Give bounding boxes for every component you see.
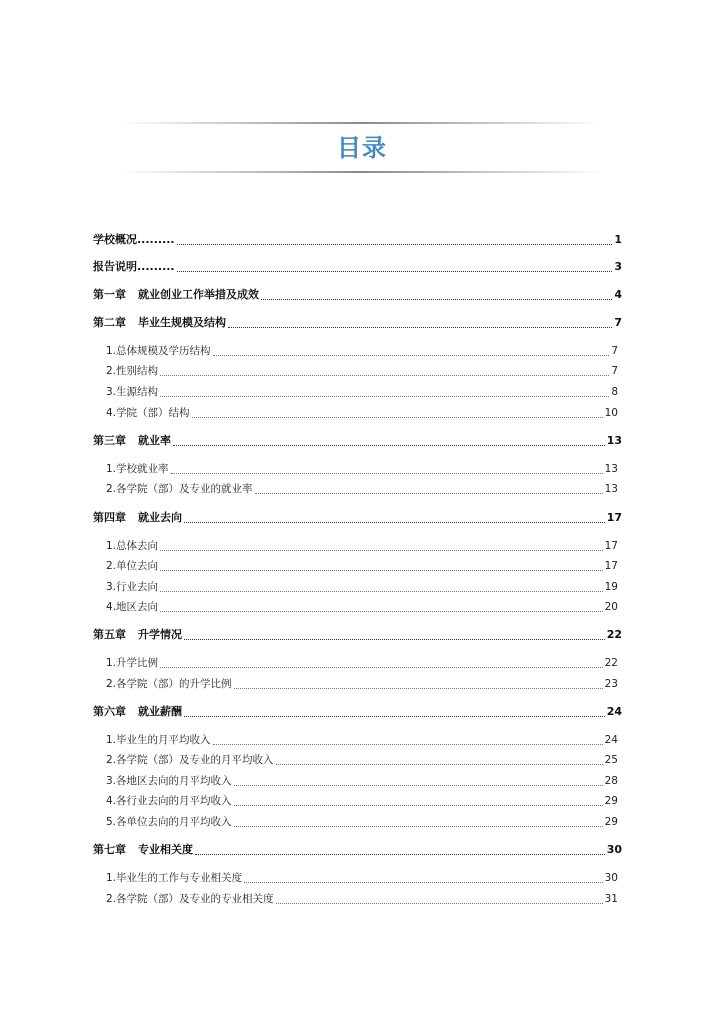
toc-section-entry[interactable] [106, 599, 618, 615]
toc-section-entry[interactable] [106, 655, 618, 671]
toc-section-entry[interactable] [106, 579, 618, 595]
toc-chapter-number: 第四章 [93, 511, 126, 524]
toc-entry-title: 4.地区去向 [106, 601, 159, 613]
toc-page-number: 1 [614, 233, 622, 246]
toc-page-number: 30 [604, 872, 618, 884]
toc-dot-leader [195, 853, 605, 855]
toc-page-number: 17 [606, 511, 622, 524]
toc-chapter-entry[interactable] [93, 842, 622, 858]
toc-section-entry[interactable] [106, 461, 618, 477]
toc-chapter-number: 第五章 [93, 628, 126, 641]
toc-page-number: 4 [614, 288, 622, 301]
toc-page-number: 24 [604, 734, 618, 746]
toc-chapter-entry[interactable] [93, 510, 622, 526]
toc-page-number: 7 [614, 316, 622, 329]
toc-page-number: 25 [604, 754, 618, 766]
toc-entry-title: 3.行业去向 [106, 581, 159, 593]
toc-entry-title: 1.毕业生的月平均收入 [106, 734, 211, 746]
toc-chapter-entry[interactable] [93, 315, 622, 331]
toc-section-entry[interactable] [106, 793, 618, 809]
toc-dot-leader [160, 610, 603, 612]
toc-chapter-number: 第七章 [93, 843, 126, 856]
toc-entry-title: 3.生源结构 [106, 386, 159, 398]
toc-entry-title: 2.各学院（部）及专业的月平均收入 [106, 754, 274, 766]
toc-entry-title: 1.毕业生的工作与专业相关度 [106, 872, 243, 884]
toc-chapter-entry[interactable] [93, 287, 622, 303]
toc-chapter-number: 第六章 [93, 705, 126, 718]
toc-entry-title: 就业率 [138, 434, 171, 447]
toc-page-number: 29 [604, 816, 618, 828]
toc-dot-leader [160, 395, 609, 397]
toc-page-number: 24 [606, 705, 622, 718]
toc-page-number: 7 [611, 345, 618, 357]
toc-dot-leader [213, 743, 603, 745]
toc-page-number: 10 [604, 407, 618, 419]
toc-entry-title: 2.各学院（部）及专业的就业率 [106, 483, 253, 495]
toc-dot-leader [255, 492, 603, 494]
toc-dot-leader [173, 444, 605, 446]
page-title: 目录 [337, 134, 387, 162]
toc-dot-leader [184, 638, 605, 640]
toc-dot-leader [213, 354, 610, 356]
toc-section-entry[interactable] [106, 384, 618, 400]
toc-dot-leader [276, 763, 603, 765]
toc-dot-leader [177, 270, 613, 272]
toc-page-number: 13 [604, 463, 618, 475]
toc-page-number: 29 [604, 795, 618, 807]
toc-entry-title: 专业相关度 [138, 843, 193, 856]
toc-entry-title: 5.各单位去向的月平均收入 [106, 816, 232, 828]
toc-section-entry[interactable] [106, 814, 618, 830]
toc-dot-leader [160, 590, 603, 592]
toc-dot-leader [244, 881, 603, 883]
toc-chapter-number: 第三章 [93, 434, 126, 447]
toc-section-entry[interactable] [106, 870, 618, 886]
toc-entry-title: 就业薪酬 [138, 705, 182, 718]
toc-chapter-entry[interactable] [93, 704, 622, 720]
toc-entry-title: 学校概况......... [93, 233, 175, 246]
toc-dot-leader [177, 243, 613, 245]
toc-chapter-entry[interactable] [93, 259, 622, 275]
toc-dot-leader [184, 715, 605, 717]
toc-dot-leader [234, 784, 603, 786]
toc-page-number: 28 [604, 775, 618, 787]
toc-entry-title: 2.各学院（部）及专业的专业相关度 [106, 893, 274, 905]
toc-section-entry[interactable] [106, 405, 618, 421]
toc-dot-leader [276, 902, 603, 904]
toc-section-entry[interactable] [106, 732, 618, 748]
toc-section-entry[interactable] [106, 752, 618, 768]
toc-page-number: 7 [611, 365, 618, 377]
toc-section-entry[interactable] [106, 363, 618, 379]
toc-chapter-number: 第二章 [93, 316, 126, 329]
toc-dot-leader [261, 298, 612, 300]
toc-dot-leader [234, 687, 603, 689]
toc-entry-title: 升学情况 [138, 628, 182, 641]
toc-section-entry[interactable] [106, 538, 618, 554]
toc-section-entry[interactable] [106, 676, 618, 692]
toc-dot-leader [234, 825, 603, 827]
toc-dot-leader [160, 569, 603, 571]
toc-entry-title: 2.性别结构 [106, 365, 159, 377]
toc-dot-leader [160, 549, 603, 551]
toc-page-number: 22 [606, 628, 622, 641]
toc-page-number: 17 [604, 560, 618, 572]
toc-dot-leader [171, 472, 603, 474]
toc-page-number: 3 [614, 260, 622, 273]
toc-entry-title: 毕业生规模及结构 [138, 316, 226, 329]
toc-entry-title: 1.升学比例 [106, 657, 159, 669]
toc-section-entry[interactable] [106, 481, 618, 497]
toc-chapter-entry[interactable] [93, 627, 622, 643]
toc-entry-title: 3.各地区去向的月平均收入 [106, 775, 232, 787]
toc-dot-leader [192, 416, 603, 418]
toc-page-number: 19 [604, 581, 618, 593]
toc-chapter-entry[interactable] [93, 232, 622, 248]
toc-page-number: 13 [606, 434, 622, 447]
toc-dot-leader [228, 326, 612, 328]
toc-dot-leader [234, 804, 603, 806]
toc-page-number: 30 [606, 843, 622, 856]
toc-chapter-number: 第一章 [93, 288, 126, 301]
toc-entry-title: 4.各行业去向的月平均收入 [106, 795, 232, 807]
toc-section-entry[interactable] [106, 558, 618, 574]
toc-section-entry[interactable] [106, 773, 618, 789]
toc-dot-leader [160, 666, 603, 668]
toc-page-number: 22 [604, 657, 618, 669]
toc-entry-title: 就业创业工作举措及成效 [138, 288, 259, 301]
toc-entry-title: 1.总体去向 [106, 540, 159, 552]
toc-page-number: 8 [611, 386, 618, 398]
toc-section-entry[interactable] [106, 891, 618, 907]
toc-entry-title: 2.单位去向 [106, 560, 159, 572]
toc-dot-leader [160, 374, 609, 376]
toc-dot-leader [184, 521, 605, 523]
toc-section-entry[interactable] [106, 343, 618, 359]
toc-page-number: 13 [604, 483, 618, 495]
toc-chapter-entry[interactable] [93, 433, 622, 449]
toc-entry-title: 2.各学院（部）的升学比例 [106, 678, 232, 690]
toc-entry-title: 1.学校就业率 [106, 463, 169, 475]
toc-entry-title: 就业去向 [138, 511, 182, 524]
toc-page-number: 20 [604, 601, 618, 613]
toc-entry-title: 1.总体规模及学历结构 [106, 345, 211, 357]
toc-entry-title: 4.学院（部）结构 [106, 407, 190, 419]
toc-page-number: 23 [604, 678, 618, 690]
toc-page-number: 17 [604, 540, 618, 552]
toc-page-number: 31 [604, 893, 618, 905]
toc-entry-title: 报告说明......... [93, 260, 175, 273]
